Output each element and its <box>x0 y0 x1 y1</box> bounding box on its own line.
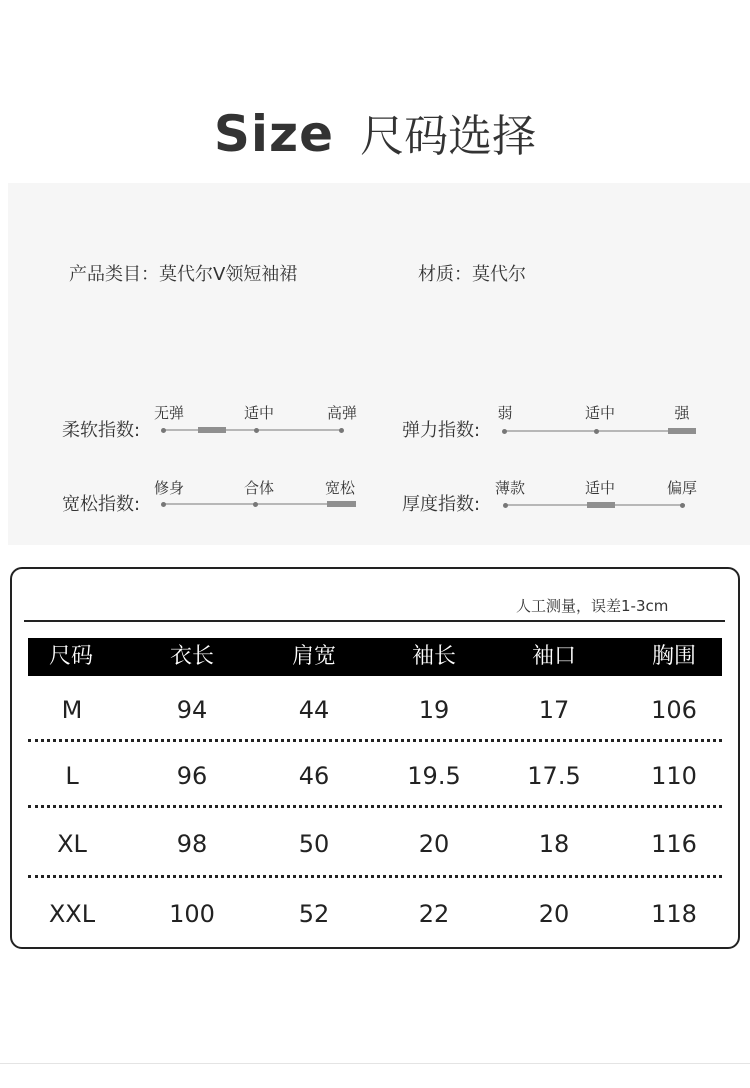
table-cell-size: L <box>65 762 79 790</box>
measurement-note: 人工测量，误差1-3cm <box>516 597 669 615</box>
looseness-tick-mid: 合体 <box>243 479 275 497</box>
softness-selected-marker <box>198 427 226 433</box>
table-cell-cuff: 17 <box>538 696 570 724</box>
looseness-index-label: 宽松指数: <box>62 494 141 515</box>
title-english: Size <box>213 105 335 163</box>
header-cuff: 袖口 <box>531 644 576 669</box>
title-chinese: 尺码选择 <box>360 111 537 162</box>
elasticity-selected-marker <box>668 428 696 434</box>
table-cell-sleeve: 19.5 <box>407 762 461 790</box>
row-divider <box>28 739 722 742</box>
softness-dot-high <box>339 428 344 433</box>
thickness-tick-high: 偏厚 <box>666 479 698 497</box>
header-bust: 胸围 <box>651 644 696 669</box>
page-title <box>0 100 750 170</box>
softness-tick-high: 高弹 <box>326 404 358 422</box>
table-cell-length: 98 <box>176 830 208 858</box>
looseness-selected-marker <box>327 501 356 507</box>
thickness-dot-low <box>503 503 508 508</box>
bottom-divider <box>0 1063 750 1064</box>
softness-tick-low: 无弹 <box>153 404 185 422</box>
table-cell-cuff: 17.5 <box>527 762 581 790</box>
table-cell-length: 100 <box>169 900 215 928</box>
looseness-tick-low: 修身 <box>153 479 185 497</box>
header-sleeve-length: 袖长 <box>411 644 456 669</box>
looseness-dot-mid <box>253 502 258 507</box>
looseness-tick-high: 宽松 <box>324 479 356 497</box>
elasticity-dot-low <box>502 429 507 434</box>
size-table-header <box>28 638 722 676</box>
table-cell-shoulder: 52 <box>298 900 330 928</box>
elasticity-tick-mid: 适中 <box>584 404 616 422</box>
table-cell-cuff: 18 <box>538 830 570 858</box>
looseness-dot-low <box>161 502 166 507</box>
table-cell-bust: 106 <box>651 696 697 724</box>
row-divider <box>28 805 722 808</box>
table-cell-sleeve: 22 <box>418 900 450 928</box>
header-shoulder: 肩宽 <box>291 644 336 669</box>
table-cell-size: M <box>61 696 83 724</box>
table-cell-shoulder: 46 <box>298 762 330 790</box>
table-cell-length: 94 <box>176 696 208 724</box>
header-length: 衣长 <box>169 644 214 669</box>
table-top-rule <box>24 620 725 622</box>
table-cell-bust: 118 <box>651 900 697 928</box>
table-cell-length: 96 <box>176 762 208 790</box>
table-cell-bust: 110 <box>651 762 697 790</box>
elasticity-dot-mid <box>594 429 599 434</box>
table-cell-shoulder: 50 <box>298 830 330 858</box>
elasticity-tick-low: 弱 <box>497 404 513 422</box>
thickness-selected-marker <box>587 502 615 508</box>
row-divider <box>28 875 722 878</box>
softness-tick-mid: 适中 <box>243 404 275 422</box>
table-cell-size: XXL <box>48 900 96 928</box>
table-cell-cuff: 20 <box>538 900 570 928</box>
thickness-index-label: 厚度指数: <box>402 494 481 515</box>
product-category: 产品类目：莫代尔V领短袖裙 <box>69 264 298 285</box>
table-cell-bust: 116 <box>651 830 697 858</box>
product-material: 材质：莫代尔 <box>418 264 526 285</box>
size-table-box <box>10 567 740 949</box>
table-cell-sleeve: 20 <box>418 830 450 858</box>
thickness-tick-low: 薄款 <box>494 479 526 497</box>
elasticity-scale-line <box>505 430 695 432</box>
header-size: 尺码 <box>48 644 93 669</box>
softness-scale-line <box>163 429 342 431</box>
table-cell-shoulder: 44 <box>298 696 330 724</box>
thickness-tick-mid: 适中 <box>584 479 616 497</box>
thickness-dot-high <box>680 503 685 508</box>
softness-index-label: 柔软指数: <box>62 420 141 441</box>
elasticity-index-label: 弹力指数: <box>402 420 481 441</box>
softness-dot-mid <box>254 428 259 433</box>
softness-dot-low <box>161 428 166 433</box>
table-cell-size: XL <box>57 830 87 858</box>
elasticity-tick-high: 强 <box>674 404 690 422</box>
table-cell-sleeve: 19 <box>418 696 450 724</box>
